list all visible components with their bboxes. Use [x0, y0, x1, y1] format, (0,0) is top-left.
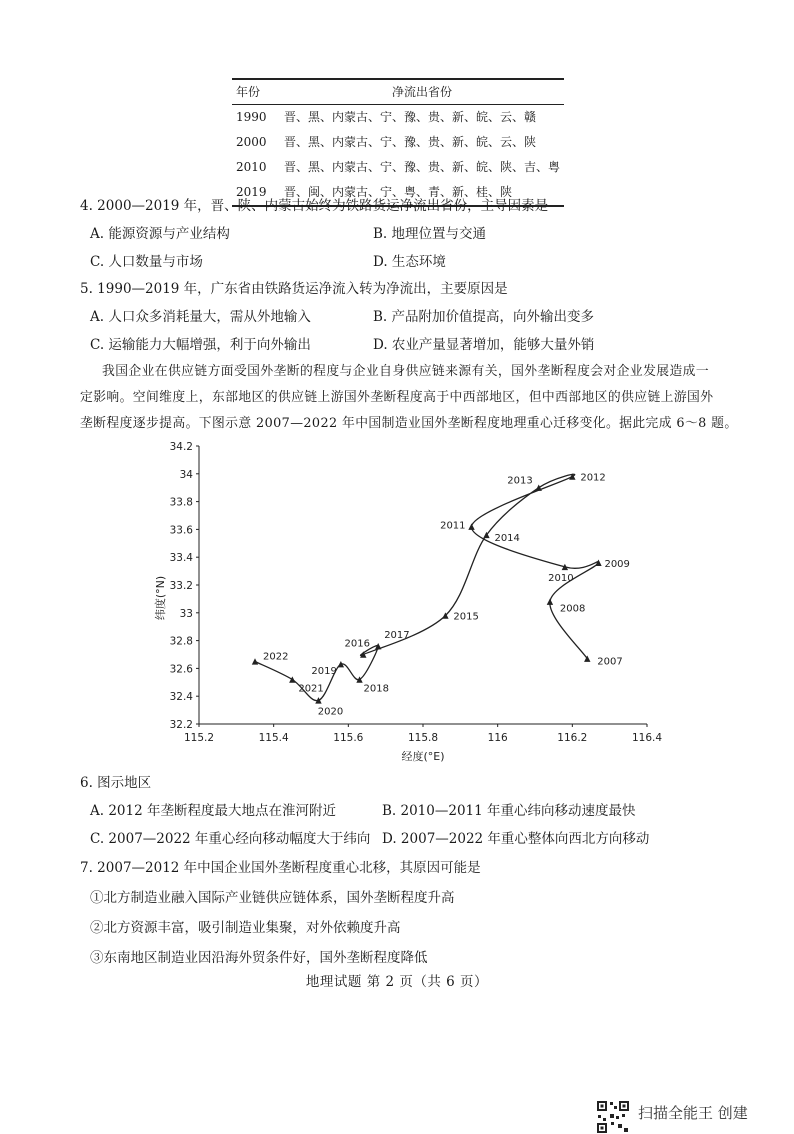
x-tick-label: 116: [487, 732, 508, 744]
x-axis-label: 经度(°E): [401, 750, 445, 763]
y-tick-label: 32.8: [169, 635, 193, 648]
data-point: [536, 485, 542, 491]
q5-option-c: C. 运输能力大幅增强，利于向外输出: [90, 337, 311, 353]
data-point: [547, 598, 553, 604]
centroid-trajectory-line: [255, 474, 599, 700]
province-table: [232, 78, 564, 207]
table-cell-provinces: 晋、闽、内蒙古、宁、粤、青、新、桂、陕: [280, 180, 564, 206]
q4-stem: 4. 2000—2019 年，晋、陕、内蒙古始终为铁路货运净流出省份，主导因素是: [80, 198, 549, 214]
q6-option-b: B. 2010—2011 年重心纬向移动速度最快: [382, 803, 636, 819]
q5-option-b: B. 产品附加价值提高，向外输出变多: [373, 309, 595, 325]
y-tick-label: 33.2: [169, 580, 193, 592]
x-tick-labels: [184, 724, 662, 744]
point-label: 2009: [604, 558, 630, 570]
q5-stem: 5. 1990—2019 年，广东省由铁路货运净流入转为净流出，主要原因是: [80, 281, 508, 297]
q6-option-c: C. 2007—2022 年重心经向移动幅度大于纬向: [90, 831, 371, 847]
data-point: [289, 676, 295, 682]
q4-option-c: C. 人口数量与市场: [90, 254, 203, 270]
point-label: 2021: [298, 683, 324, 695]
x-tick-label: 115.6: [333, 732, 364, 744]
intro-paragraph-line-3: 垄断程度逐步提高。下图示意 2007—2022 年中国制造业国外垄断程度地理重心迁移变化。据此完成 6～8 题。: [80, 416, 738, 431]
q5-option-a: A. 人口众多消耗量大，需从外地输入: [90, 309, 311, 325]
y-tick-label: 33: [179, 607, 193, 620]
point-label: 2007: [597, 656, 623, 668]
y-tick-label: 34: [179, 468, 193, 481]
y-tick-label: 32.6: [169, 663, 193, 676]
table-cell-year: 1990: [236, 109, 267, 124]
data-point: [252, 658, 258, 664]
point-label: 2011: [440, 520, 466, 532]
q6-stem: 6. 图示地区: [80, 775, 152, 791]
x-tick-label: 116.4: [631, 732, 663, 744]
data-points: [252, 473, 602, 703]
table-header-year: 年份: [232, 79, 280, 105]
point-label: 2014: [494, 532, 520, 544]
q6-option-d: D. 2007—2022 年重心整体向西北方向移动: [382, 831, 650, 847]
table-cell-provinces: 晋、黑、内蒙古、宁、豫、贵、新、皖、云、陕: [283, 135, 536, 149]
intro-paragraph-line-2: 定影响。空间维度上，东部地区的供应链上游国外垄断程度高于中西部地区，但中西部地区的供应链上游国外: [80, 390, 714, 405]
table-cell-year: 2000: [236, 134, 267, 149]
chart-axes: [199, 446, 647, 724]
y-axis-label: 纬度(°N): [154, 575, 167, 621]
q6-option-a: A. 2012 年垄断程度最大地点在淮河附近: [90, 803, 336, 819]
table-header-provinces: 净流出省份: [280, 79, 564, 105]
point-label: 2008: [559, 603, 586, 615]
q7-statement-3: ③东南地区制造业因沿海外贸条件好，国外垄断程度降低: [90, 950, 428, 966]
y-tick-label: 34.2: [169, 441, 193, 453]
table-header-row: [232, 79, 564, 105]
point-labels: [263, 473, 630, 718]
x-tick-label: 116.2: [557, 732, 588, 744]
y-tick-label: 33.6: [169, 524, 193, 537]
table-cell-provinces: 晋、黑、内蒙古、宁、豫、贵、新、皖、云、赣: [283, 110, 536, 124]
q5-option-d: D. 农业产量显著增加，能够大量外销: [373, 337, 595, 353]
y-tick-label: 32.2: [169, 719, 193, 731]
q7-statement-1: ①北方制造业融入国际产业链供应链体系，国外垄断程度升高: [90, 890, 455, 906]
point-label: 2018: [363, 683, 389, 695]
y-tick-label: 33.8: [169, 496, 193, 509]
point-label: 2013: [507, 475, 533, 487]
point-label: 2022: [263, 651, 289, 663]
table-row: [232, 155, 564, 180]
q4-option-b: B. 地理位置与交通: [373, 226, 487, 242]
point-label: 2010: [548, 572, 574, 584]
page-footer: 地理试题 第 2 页（共 6 页）: [305, 974, 489, 990]
x-tick-label: 115.8: [407, 732, 439, 744]
qr-code-icon: [596, 1100, 630, 1134]
q7-statement-2: ②北方资源丰富，吸引制造业集聚，对外依赖度升高: [90, 920, 401, 936]
table-row: [232, 130, 564, 155]
x-tick-label: 115.2: [183, 732, 215, 744]
point-label: 2015: [453, 611, 479, 623]
y-tick-label: 33.4: [169, 552, 193, 565]
data-point: [468, 523, 474, 529]
point-label: 2016: [344, 638, 370, 650]
point-label: 2012: [580, 472, 606, 484]
q7-stem: 7. 2007—2012 年中国企业国外垄断程度重心北移，其原因可能是: [80, 860, 481, 876]
x-tick-label: 115.4: [258, 732, 289, 744]
centroid-migration-chart: [150, 438, 670, 768]
table-cell-provinces: 晋、黑、内蒙古、宁、豫、贵、新、皖、陕、吉、粤: [283, 160, 560, 174]
q4-option-d: D. 生态环境: [373, 254, 446, 270]
y-tick-labels: [170, 441, 199, 731]
intro-paragraph-line-1: 我国企业在供应链方面受国外垄断的程度与企业自身供应链来源有关，国外垄断程度会对企业发展造成一: [102, 364, 710, 379]
q4-option-a: A. 能源资源与产业结构: [90, 226, 230, 242]
point-label: 2019: [311, 666, 337, 678]
watermark-text: 扫描全能王 创建: [638, 1104, 748, 1122]
table-cell-year: 2019: [232, 180, 280, 206]
point-label: 2020: [317, 706, 344, 718]
y-tick-label: 32.4: [169, 691, 193, 704]
table-cell-year: 2010: [236, 159, 267, 174]
point-label: 2017: [384, 630, 410, 642]
table-row: [232, 105, 564, 131]
